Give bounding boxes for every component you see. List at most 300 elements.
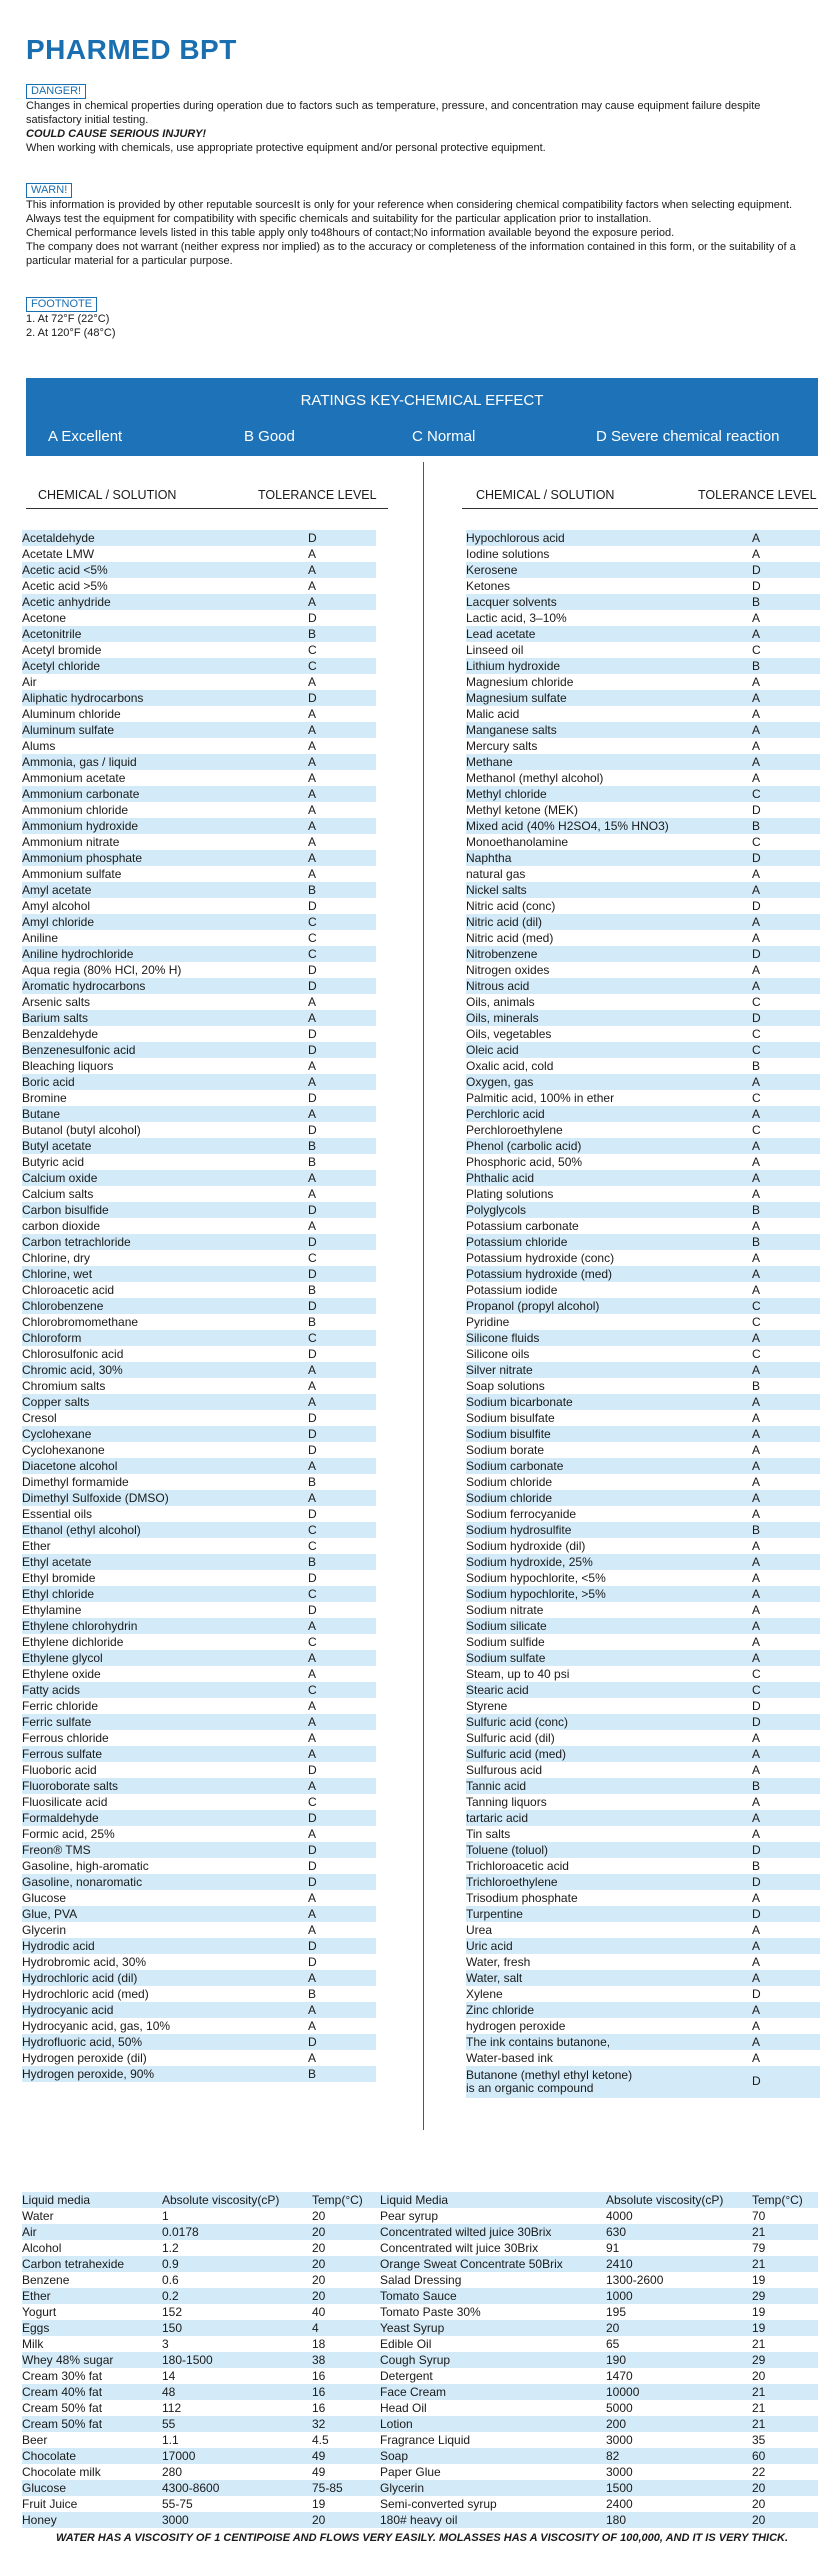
- right-chemical-list: [466, 530, 820, 2098]
- chemical-row: [22, 978, 376, 994]
- tolerance-level: A: [308, 1459, 317, 1473]
- tolerance-level: A: [752, 1187, 761, 1201]
- chemical-name: Magnesium sulfate: [466, 691, 567, 705]
- chemical-name: Ethylene chlorohydrin: [22, 1619, 138, 1633]
- chemical-row: [22, 1682, 376, 1698]
- chemical-row: [466, 722, 820, 738]
- tolerance-level: C: [308, 1331, 317, 1345]
- chemical-row: [22, 1218, 376, 1234]
- tolerance-level: A: [752, 1923, 761, 1937]
- chemical-name: Butyl acetate: [22, 1139, 92, 1153]
- tolerance-level: C: [752, 835, 761, 849]
- chemical-row: [466, 642, 820, 658]
- chemical-row: [466, 1522, 820, 1538]
- tolerance-level: A: [308, 1619, 317, 1633]
- chemical-name: Butanone (methyl ethyl ketone) is an organic compound: [466, 2068, 633, 2095]
- chemical-row: [22, 1506, 376, 1522]
- tolerance-level: A: [308, 563, 317, 577]
- tolerance-level: A: [308, 2051, 317, 2065]
- viscosity-cell: 16: [312, 2369, 326, 2383]
- viscosity-cell: 20: [606, 2321, 620, 2335]
- tolerance-level: B: [752, 819, 761, 833]
- chemical-row: [466, 1554, 820, 1570]
- chemical-row: [22, 1650, 376, 1666]
- tolerance-level: D: [752, 803, 761, 817]
- chemical-name: The ink contains butanone,: [466, 2035, 611, 2049]
- tolerance-level: A: [752, 1939, 761, 1953]
- viscosity-header-cell: Absolute viscosity(cP): [162, 2193, 280, 2207]
- chemical-name: Methyl ketone (MEK): [466, 803, 579, 817]
- chemical-name: Malic acid: [466, 707, 520, 721]
- chemical-row: [22, 994, 376, 1010]
- viscosity-row: [380, 2352, 818, 2368]
- chemical-name: Acetic anhydride: [22, 595, 111, 609]
- viscosity-cell: 19: [752, 2305, 766, 2319]
- viscosity-cell: 200: [606, 2417, 627, 2431]
- viscosity-cell: 79: [752, 2241, 766, 2255]
- chemical-name: Oils, vegetables: [466, 1027, 552, 1041]
- chemical-row: [466, 1218, 820, 1234]
- danger-emphasis: COULD CAUSE SERIOUS INJURY!: [26, 128, 207, 140]
- chemical-row: [22, 578, 376, 594]
- chemical-name: hydrogen peroxide: [466, 2019, 566, 2033]
- chemical-name: Sodium bisulfate: [466, 1411, 555, 1425]
- chemical-name: Perchloric acid: [466, 1107, 545, 1121]
- chemical-row: [466, 1730, 820, 1746]
- left-chemical-header: CHEMICAL / SOLUTION: [38, 488, 177, 502]
- chemical-row: [22, 1426, 376, 1442]
- tolerance-level: A: [752, 1651, 761, 1665]
- chemical-row: [466, 1986, 820, 2002]
- tolerance-level: A: [308, 579, 317, 593]
- chemical-row: [466, 1410, 820, 1426]
- chemical-name: Acetic acid <5%: [22, 563, 108, 577]
- tolerance-level: A: [308, 1667, 317, 1681]
- chemical-name: Sulfuric acid (med): [466, 1747, 567, 1761]
- viscosity-cell: 152: [162, 2305, 183, 2319]
- tolerance-level: B: [752, 1203, 761, 1217]
- viscosity-cell: 19: [752, 2273, 766, 2287]
- viscosity-cell: Benzene: [22, 2273, 70, 2287]
- tolerance-level: B: [308, 883, 317, 897]
- viscosity-cell: 3000: [606, 2433, 633, 2447]
- chemical-row: [22, 1442, 376, 1458]
- chemical-row: [466, 1394, 820, 1410]
- chemical-row: [22, 1330, 376, 1346]
- viscosity-row: [22, 2208, 418, 2224]
- chemical-name: Hydrochloric acid (dil): [22, 1971, 138, 1985]
- chemical-name: Nitric acid (dil): [466, 915, 543, 929]
- chemical-row: [22, 610, 376, 626]
- viscosity-cell: Glucose: [22, 2481, 67, 2495]
- tolerance-level: D: [752, 1907, 761, 1921]
- chemical-name: Ammonium acetate: [22, 771, 126, 785]
- tolerance-level: A: [752, 771, 761, 785]
- viscosity-table-right: [380, 2192, 818, 2528]
- chemical-name: Methane: [466, 755, 513, 769]
- chemical-name: Mixed acid (40% H2SO4, 15% HNO3): [466, 819, 669, 833]
- viscosity-cell: Detergent: [380, 2369, 433, 2383]
- warn-line-1: This information is provided by other reputable sourcesIt is only for your reference when considering chemical compatibility factors when selecting equipment. Always test the equipment for compatibility with specific chemicals and suitability for the particular application prior to installation.: [26, 199, 793, 225]
- chemical-name: Calcium oxide: [22, 1171, 98, 1185]
- chemical-name: Boric acid: [22, 1075, 75, 1089]
- chemical-name: Nitric acid (med): [466, 931, 554, 945]
- chemical-row: [466, 1298, 820, 1314]
- chemical-row: [466, 1154, 820, 1170]
- chemical-row: [466, 1954, 820, 1970]
- viscosity-cell: 0.6: [162, 2273, 179, 2287]
- viscosity-cell: Chocolate milk: [22, 2465, 101, 2479]
- tolerance-level: A: [752, 1475, 761, 1489]
- chemical-name: Ethyl acetate: [22, 1555, 92, 1569]
- rating-d: D Severe chemical reaction: [596, 428, 780, 445]
- warn-tag: WARN!: [26, 183, 72, 198]
- viscosity-cell: 21: [752, 2401, 766, 2415]
- chemical-name: Sodium borate: [466, 1443, 545, 1457]
- tolerance-level: C: [308, 915, 317, 929]
- chemical-row: [466, 1666, 820, 1682]
- tolerance-level: A: [308, 1971, 317, 1985]
- tolerance-level: A: [752, 1155, 761, 1169]
- tolerance-level: D: [308, 1939, 317, 1953]
- tolerance-level: D: [308, 611, 317, 625]
- viscosity-row: [22, 2272, 418, 2288]
- chemical-name: Aniline: [22, 931, 59, 945]
- ratings-key-title: RATINGS KEY-CHEMICAL EFFECT: [300, 392, 544, 409]
- viscosity-row: [22, 2352, 418, 2368]
- tolerance-level: D: [308, 1235, 317, 1249]
- viscosity-cell: 35: [752, 2433, 766, 2447]
- chemical-row: [466, 786, 820, 802]
- chemical-name: Ammonia, gas / liquid: [22, 755, 137, 769]
- viscosity-row: [380, 2416, 818, 2432]
- viscosity-row: [22, 2464, 418, 2480]
- tolerance-level: A: [752, 883, 761, 897]
- chemical-name: Ammonium sulfate: [22, 867, 122, 881]
- brand-title: PHARMED BPT: [26, 34, 237, 65]
- chemical-name: Propanol (propyl alcohol): [466, 1299, 600, 1313]
- danger-tag: DANGER!: [26, 84, 86, 99]
- chemical-row: [466, 994, 820, 1010]
- chemical-row: [466, 834, 820, 850]
- chemical-row: [466, 1074, 820, 1090]
- viscosity-cell: 20: [312, 2273, 326, 2287]
- chemical-row: [466, 1602, 820, 1618]
- chemical-row: [22, 1346, 376, 1362]
- tolerance-level: A: [752, 1603, 761, 1617]
- chemical-name: tartaric acid: [466, 1811, 529, 1825]
- chemical-name: Steam, up to 40 psi: [466, 1667, 570, 1681]
- viscosity-cell: 20: [312, 2209, 326, 2223]
- viscosity-cell: 20: [312, 2513, 326, 2527]
- tolerance-level: D: [752, 1011, 761, 1025]
- chemical-name: carbon dioxide: [22, 1219, 101, 1233]
- tolerance-level: A: [752, 1731, 761, 1745]
- chemical-name: Tanning liquors: [466, 1795, 547, 1809]
- chemical-row: [466, 802, 820, 818]
- viscosity-cell: Orange Sweat Concentrate 50Brix: [380, 2257, 563, 2271]
- viscosity-cell: 32: [312, 2417, 326, 2431]
- tolerance-level: D: [752, 899, 761, 913]
- chemical-row: [22, 1362, 376, 1378]
- chemical-row: [466, 1970, 820, 1986]
- chemical-row: [22, 1810, 376, 1826]
- chemical-row: [22, 1570, 376, 1586]
- viscosity-table-left: [22, 2192, 418, 2528]
- chemical-row: [466, 1842, 820, 1858]
- tolerance-level: A: [308, 803, 317, 817]
- chemical-row: [466, 1330, 820, 1346]
- viscosity-cell: 21: [752, 2417, 766, 2431]
- viscosity-cell: Tomato Sauce: [380, 2289, 457, 2303]
- tolerance-level: A: [752, 2003, 761, 2017]
- viscosity-header-cell: Temp(°C): [312, 2193, 363, 2207]
- tolerance-level: A: [308, 1363, 317, 1377]
- chemical-name: Sodium hydrosulfite: [466, 1523, 572, 1537]
- viscosity-row: [380, 2208, 818, 2224]
- chemical-row: [22, 2002, 376, 2018]
- chemical-name: Calcium salts: [22, 1187, 94, 1201]
- chemical-name: Oxalic acid, cold: [466, 1059, 554, 1073]
- chemical-row: [22, 1538, 376, 1554]
- chemical-row: [466, 1874, 820, 1890]
- tolerance-level: A: [308, 675, 317, 689]
- chemical-name: Hydrodic acid: [22, 1939, 95, 1953]
- chemical-row: [22, 754, 376, 770]
- viscosity-cell: 14: [162, 2369, 176, 2383]
- tolerance-level: D: [752, 1699, 761, 1713]
- tolerance-level: A: [308, 867, 317, 881]
- tolerance-level: A: [308, 1059, 317, 1073]
- chemical-row: [466, 1138, 820, 1154]
- viscosity-cell: 19: [312, 2497, 326, 2511]
- viscosity-cell: 16: [312, 2401, 326, 2415]
- tolerance-level: D: [752, 947, 761, 961]
- chemical-row: [22, 1874, 376, 1890]
- chemical-name: Potassium hydroxide (conc): [466, 1251, 615, 1265]
- chemical-name: Alums: [22, 739, 56, 753]
- chemical-row: [22, 722, 376, 738]
- chemical-row: [22, 1906, 376, 1922]
- tolerance-level: A: [752, 979, 761, 993]
- tolerance-level: A: [308, 1747, 317, 1761]
- chemical-name: Fatty acids: [22, 1683, 81, 1697]
- viscosity-cell: 21: [752, 2385, 766, 2399]
- chemical-name: Aluminum sulfate: [22, 723, 115, 737]
- chemical-row: [466, 850, 820, 866]
- chemical-name: Acetyl chloride: [22, 659, 101, 673]
- chemical-row: [22, 1042, 376, 1058]
- chemical-name: Tannic acid: [466, 1779, 527, 1793]
- chemical-name: Mercury salts: [466, 739, 538, 753]
- chemical-name: Benzaldehyde: [22, 1027, 99, 1041]
- chemical-name: Sodium hydroxide (dil): [466, 1539, 586, 1553]
- chemical-name: Sodium hydroxide, 25%: [466, 1555, 593, 1569]
- viscosity-cell: 190: [606, 2353, 627, 2367]
- tolerance-level: A: [752, 1971, 761, 1985]
- viscosity-cell: Paper Glue: [380, 2465, 441, 2479]
- viscosity-cell: 20: [752, 2513, 766, 2527]
- chemical-row: [22, 1170, 376, 1186]
- chemical-row: [466, 1042, 820, 1058]
- viscosity-cell: Yogurt: [22, 2305, 57, 2319]
- chemical-name: Sodium chloride: [466, 1491, 553, 1505]
- viscosity-cell: 2400: [606, 2497, 633, 2511]
- chemical-name: Butanol (butyl alcohol): [22, 1123, 141, 1137]
- viscosity-row: [22, 2368, 418, 2384]
- tolerance-level: C: [308, 659, 317, 673]
- tolerance-level: A: [752, 1619, 761, 1633]
- tolerance-level: D: [308, 1267, 317, 1281]
- viscosity-cell: Honey: [22, 2513, 57, 2527]
- chemical-row: [22, 1826, 376, 1842]
- chemical-name: Diacetone alcohol: [22, 1459, 118, 1473]
- viscosity-cell: 65: [606, 2337, 620, 2351]
- viscosity-cell: Milk: [22, 2337, 44, 2351]
- tolerance-level: B: [752, 1779, 761, 1793]
- viscosity-row: [22, 2304, 418, 2320]
- viscosity-row: [380, 2272, 818, 2288]
- viscosity-cell: Concentrated wilt juice 30Brix: [380, 2241, 539, 2255]
- chemical-row: [22, 530, 376, 546]
- chemical-name: Sulfuric acid (conc): [466, 1715, 569, 1729]
- viscosity-cell: Edible Oil: [380, 2337, 432, 2351]
- chemical-row: [22, 1314, 376, 1330]
- viscosity-cell: 630: [606, 2225, 627, 2239]
- chemical-row: [466, 2002, 820, 2018]
- chemical-name: Aqua regia (80% HCl, 20% H): [22, 963, 182, 977]
- chemical-row: [466, 1778, 820, 1794]
- viscosity-cell: 180# heavy oil: [380, 2513, 458, 2527]
- tolerance-level: A: [752, 675, 761, 689]
- chemical-row: [22, 1986, 376, 2002]
- chemical-name: Hydrogen peroxide (dil): [22, 2051, 147, 2065]
- tolerance-level: D: [308, 2035, 317, 2049]
- viscosity-cell: 3000: [606, 2465, 633, 2479]
- viscosity-row: [380, 2496, 818, 2512]
- tolerance-level: D: [308, 1027, 317, 1041]
- chemical-name: Hydrochloric acid (med): [22, 1987, 149, 2001]
- viscosity-cell: Cough Syrup: [380, 2353, 451, 2367]
- chemical-name: Chloroform: [22, 1331, 82, 1345]
- chemical-row: [22, 562, 376, 578]
- chemical-name: Sodium sulfate: [466, 1651, 546, 1665]
- tolerance-level: A: [752, 723, 761, 737]
- footnote: [26, 297, 816, 340]
- tolerance-level: A: [308, 595, 317, 609]
- chemical-name: Chlorobromomethane: [22, 1315, 139, 1329]
- chemical-row: [22, 866, 376, 882]
- chemical-row: [466, 1858, 820, 1874]
- viscosity-cell: 150: [162, 2321, 183, 2335]
- chemical-row: [22, 642, 376, 658]
- chemical-row: [466, 1938, 820, 1954]
- viscosity-cell: 112: [162, 2401, 182, 2415]
- tolerance-level: A: [308, 1715, 317, 1729]
- viscosity-row: [22, 2288, 418, 2304]
- tolerance-level: A: [308, 851, 317, 865]
- chemical-name: Ethyl bromide: [22, 1571, 96, 1585]
- tolerance-level: D: [308, 1955, 317, 1969]
- chemical-name: Copper salts: [22, 1395, 90, 1409]
- chemical-row: [22, 1186, 376, 1202]
- tolerance-level: A: [752, 1507, 761, 1521]
- viscosity-cell: Cream 50% fat: [22, 2417, 103, 2431]
- chemical-row: [466, 962, 820, 978]
- viscosity-row: [22, 2400, 418, 2416]
- tolerance-level: B: [308, 1475, 317, 1489]
- chemical-name: Hydrofluoric acid, 50%: [22, 2035, 143, 2049]
- chemical-row: [22, 1522, 376, 1538]
- chemical-name: Xylene: [466, 1987, 503, 2001]
- chemical-name: Urea: [466, 1923, 493, 1937]
- viscosity-row: [380, 2384, 818, 2400]
- viscosity-cell: Fragrance Liquid: [380, 2433, 471, 2447]
- danger-text-2: When working with chemicals, use appropriate protective equipment and/or personal protective equipment.: [26, 142, 546, 154]
- tolerance-level: B: [752, 1379, 761, 1393]
- chemical-name: Monoethanolamine: [466, 835, 569, 849]
- footnote-tag: FOOTNOTE: [26, 297, 97, 312]
- chemical-row: [22, 802, 376, 818]
- viscosity-cell: 20: [312, 2257, 326, 2271]
- viscosity-row: [22, 2512, 418, 2528]
- viscosity-cell: 0.9: [162, 2257, 179, 2271]
- chemical-row: [466, 1282, 820, 1298]
- chemical-row: [22, 1890, 376, 1906]
- tolerance-level: C: [752, 1683, 761, 1697]
- tolerance-level: A: [308, 2003, 317, 2017]
- chemical-name: Perchloroethylene: [466, 1123, 563, 1137]
- chemical-name: Ethanol (ethyl alcohol): [22, 1523, 141, 1537]
- tolerance-level: A: [752, 1139, 761, 1153]
- tolerance-level: C: [308, 1587, 317, 1601]
- chemical-row: [466, 690, 820, 706]
- warn-line-3: The company does not warrant (neither express nor implied) as to the accuracy or completeness of the information contained in this form, or the suitability of a particular material for a particular purpose.: [26, 241, 796, 267]
- chemical-row: [466, 1026, 820, 1042]
- left-tolerance-header: TOLERANCE LEVEL: [258, 488, 377, 502]
- viscosity-header-cell: Absolute viscosity(cP): [606, 2193, 724, 2207]
- chemical-row: [22, 1026, 376, 1042]
- chemical-row: [466, 1634, 820, 1650]
- chemical-name: Hydrocyanic acid: [22, 2003, 114, 2017]
- viscosity-cell: 4: [312, 2321, 319, 2335]
- viscosity-header-row: [22, 2192, 418, 2208]
- viscosity-cell: 75-85: [312, 2481, 343, 2495]
- chemical-row: [466, 1266, 820, 1282]
- tolerance-level: A: [308, 787, 317, 801]
- chemical-name: Trisodium phosphate: [466, 1891, 578, 1905]
- tolerance-level: A: [752, 1427, 761, 1441]
- viscosity-cell: Air: [22, 2225, 37, 2239]
- viscosity-cell: Eggs: [22, 2321, 50, 2335]
- tolerance-level: D: [752, 1843, 761, 1857]
- tolerance-level: A: [752, 1491, 761, 1505]
- chemical-row: [466, 914, 820, 930]
- chemical-name: Phosphoric acid, 50%: [466, 1155, 583, 1169]
- tolerance-level: C: [752, 1123, 761, 1137]
- tolerance-level: A: [752, 963, 761, 977]
- chemical-row: [22, 1250, 376, 1266]
- tolerance-level: C: [308, 1539, 317, 1553]
- tolerance-level: D: [752, 1875, 761, 1889]
- chemical-row: [22, 1922, 376, 1938]
- tolerance-level: A: [752, 531, 761, 545]
- viscosity-cell: Tomato Paste 30%: [380, 2305, 481, 2319]
- chemical-name: Oils, animals: [466, 995, 535, 1009]
- chemical-name: Bromine: [22, 1091, 67, 1105]
- viscosity-row: [22, 2224, 418, 2240]
- chemical-row: [466, 1058, 820, 1074]
